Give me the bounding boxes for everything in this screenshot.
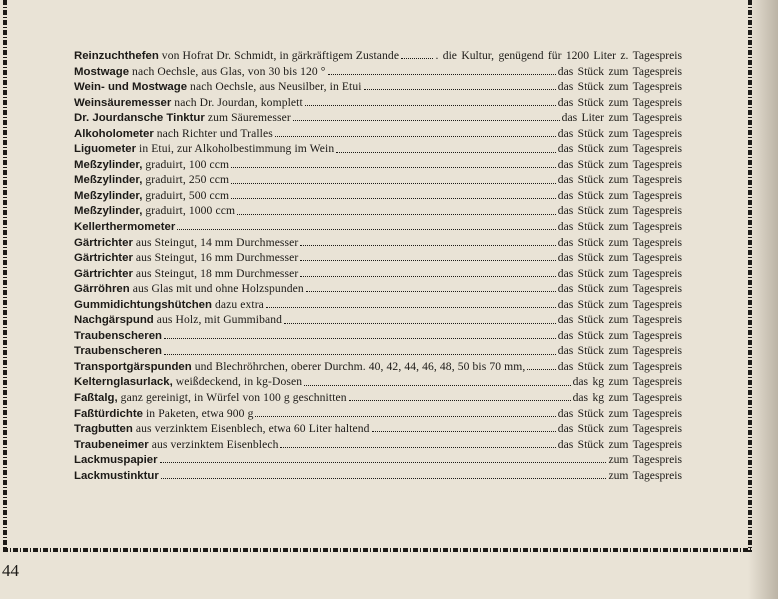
leader-dots [372,431,556,432]
item-name: Meßzylinder, [74,158,143,171]
item-name: Faßtürdichte [74,407,143,420]
leader-dots [300,260,555,261]
item-name: Wein- und Mostwage [74,81,188,94]
item-name: Traubenscheren [74,345,162,358]
border-left [3,0,7,548]
item-price: das Stück zum Tagespreis [557,406,682,420]
list-item [74,188,682,204]
item-price: das Stück zum Tagespreis [557,80,682,94]
page-number: 44 [2,561,19,580]
item-price: zum Tagespreis [608,468,682,482]
item-name: Dr. Jourdansche Tinktur [74,112,205,125]
item-price: das Stück zum Tagespreis [557,251,682,265]
leader-dots [177,229,555,230]
item-price: das Stück zum Tagespreis [557,266,682,280]
leader-dots [161,478,607,479]
item-description: von Hofrat Dr. Schmidt, in gärkräftigem Zustande [158,49,400,62]
item-name: Gummidichtungshütchen [74,298,212,311]
list-item [74,281,682,297]
item-name: Lackmuspapier [74,454,158,467]
item-description: ganz gereinigt, in Würfel von 100 g geschnitten [117,391,347,405]
item-price: zum Tagespreis [608,453,682,467]
list-item [74,468,682,484]
list-item [74,64,682,80]
leader-dots [160,462,607,463]
item-name: Reinzuchthefen [74,50,159,62]
leader-dots [401,58,433,59]
item-price: das Stück zum Tagespreis [557,282,682,296]
item-price: das Stück zum Tagespreis [557,344,682,358]
leader-dots [328,74,556,75]
item-name: Faßtalg, [74,392,118,405]
item-description: in Etui, zur Alkoholbestimmung im Wein [136,142,335,156]
page-curl-shadow [748,0,778,599]
leader-dots [237,214,556,215]
item-price: das Stück zum Tagespreis [557,297,682,311]
list-item [74,312,682,328]
list-item [74,126,682,142]
item-description: und Blechröhrchen, oberer Durchm. 40, 42, 44, 46, 48, 50 bis 70 mm, [191,359,526,373]
leader-dots [231,167,556,168]
item-name: Meßzylinder, [74,174,143,187]
list-item [74,157,682,173]
border-bottom [3,548,752,552]
item-description: aus Steingut, 18 mm Durchmesser [132,266,299,280]
item-name: Transportgärspunden [74,360,192,373]
item-name: Liguometer [74,143,137,156]
item-price: das Stück zum Tagespreis [557,328,682,342]
list-item [74,328,682,344]
list-item [74,343,682,359]
item-name: Tragbutten [74,423,133,436]
list-item [74,110,682,126]
item-name: Alkoholometer [74,127,154,140]
item-price: das Stück zum Tagespreis [557,313,682,327]
item-name: Traubeneimer [74,438,149,451]
item-price: das Stück zum Tagespreis [557,359,682,373]
item-description: nach Oechsle, aus Glas, von 30 bis 120 ° [129,64,326,78]
leader-dots [293,120,560,121]
list-item [74,235,682,251]
item-description: graduirt, 1000 ccm [142,204,236,218]
item-price: das Stück zum Tagespreis [557,157,682,171]
item-name: Mostwage [74,65,130,78]
item-name: Traubenscheren [74,329,162,342]
leader-dots [349,400,571,401]
item-description: graduirt, 100 ccm [142,157,230,171]
item-name: Kellerthermometer [74,221,176,234]
list-item [74,359,682,375]
leader-dots [231,198,556,199]
list-item [74,48,682,64]
item-description: zum Säuremesser [204,111,291,125]
item-description: weißdeckend, in kg-Dosen [172,375,303,389]
list-item [74,250,682,266]
leader-dots [300,276,555,277]
border-right [748,0,752,552]
item-name: Weinsäuremesser [74,96,172,109]
leader-dots [527,369,555,370]
item-name: Kelternglasurlack, [74,376,173,389]
item-description: nach Dr. Jourdan, komplett [171,95,303,109]
leader-dots [336,152,556,153]
item-price: das Stück zum Tagespreis [557,220,682,234]
item-description: graduirt, 500 ccm [142,188,230,202]
item-price: . die Kultur, genügend für 1200 Liter z. Tagespreis [435,49,682,62]
list-item [74,172,682,188]
leader-dots [266,307,556,308]
leader-dots [164,354,556,355]
list-item [74,421,682,437]
leader-dots [255,416,555,417]
list-item [74,297,682,313]
list-item [74,79,682,95]
list-item [74,374,682,390]
item-price: das Stück zum Tagespreis [557,173,682,187]
item-price: das Liter zum Tagespreis [561,111,682,125]
item-price: das kg zum Tagespreis [572,391,682,405]
leader-dots [284,323,556,324]
price-list [74,48,682,483]
item-description: aus Glas mit und ohne Holzspunden [129,282,304,296]
item-price: das Stück zum Tagespreis [557,204,682,218]
item-name: Lackmustinktur [74,469,159,482]
item-name: Gärtrichter [74,236,133,249]
list-item [74,95,682,111]
list-item [74,390,682,406]
list-item [74,141,682,157]
item-description: aus Steingut, 14 mm Durchmesser [132,235,299,249]
item-description: nach Richter und Tralles [153,126,273,140]
item-description: aus verzinktem Eisenblech [148,437,279,451]
leader-dots [231,183,556,184]
item-price: das Stück zum Tagespreis [557,142,682,156]
item-description: graduirt, 250 ccm [142,173,230,187]
item-description: aus verzinktem Eisenblech, etwa 60 Liter haltend [132,422,370,436]
item-price: das Stück zum Tagespreis [557,126,682,140]
item-price: das kg zum Tagespreis [572,375,682,389]
item-name: Meßzylinder, [74,189,143,202]
list-item [74,219,682,235]
leader-dots [164,338,556,339]
item-price: das Stück zum Tagespreis [557,188,682,202]
item-description: nach Oechsle, aus Neusilber, in Etui [187,80,362,94]
item-name: Gärtrichter [74,267,133,280]
leader-dots [275,136,556,137]
item-price: das Stück zum Tagespreis [557,235,682,249]
list-item [74,406,682,422]
leader-dots [304,385,570,386]
item-price: das Stück zum Tagespreis [557,437,682,451]
item-description: aus Holz, mit Gummiband [153,313,283,327]
item-description: aus Steingut, 16 mm Durchmesser [132,251,299,265]
leader-dots [280,447,555,448]
item-price: das Stück zum Tagespreis [557,64,682,78]
leader-dots [364,89,556,90]
item-name: Nachgärspund [74,314,154,327]
item-name: Gärtrichter [74,252,133,265]
item-name: Meßzylinder, [74,205,143,218]
leader-dots [300,245,555,246]
list-item [74,437,682,453]
item-price: das Stück zum Tagespreis [557,95,682,109]
leader-dots [305,105,556,106]
item-name: Gärröhren [74,283,130,296]
leader-dots [306,291,556,292]
item-price: das Stück zum Tagespreis [557,422,682,436]
item-description: dazu extra [211,297,264,311]
list-item [74,452,682,468]
list-item [74,266,682,282]
item-description: in Paketen, etwa 900 g [142,406,254,420]
list-item [74,203,682,219]
